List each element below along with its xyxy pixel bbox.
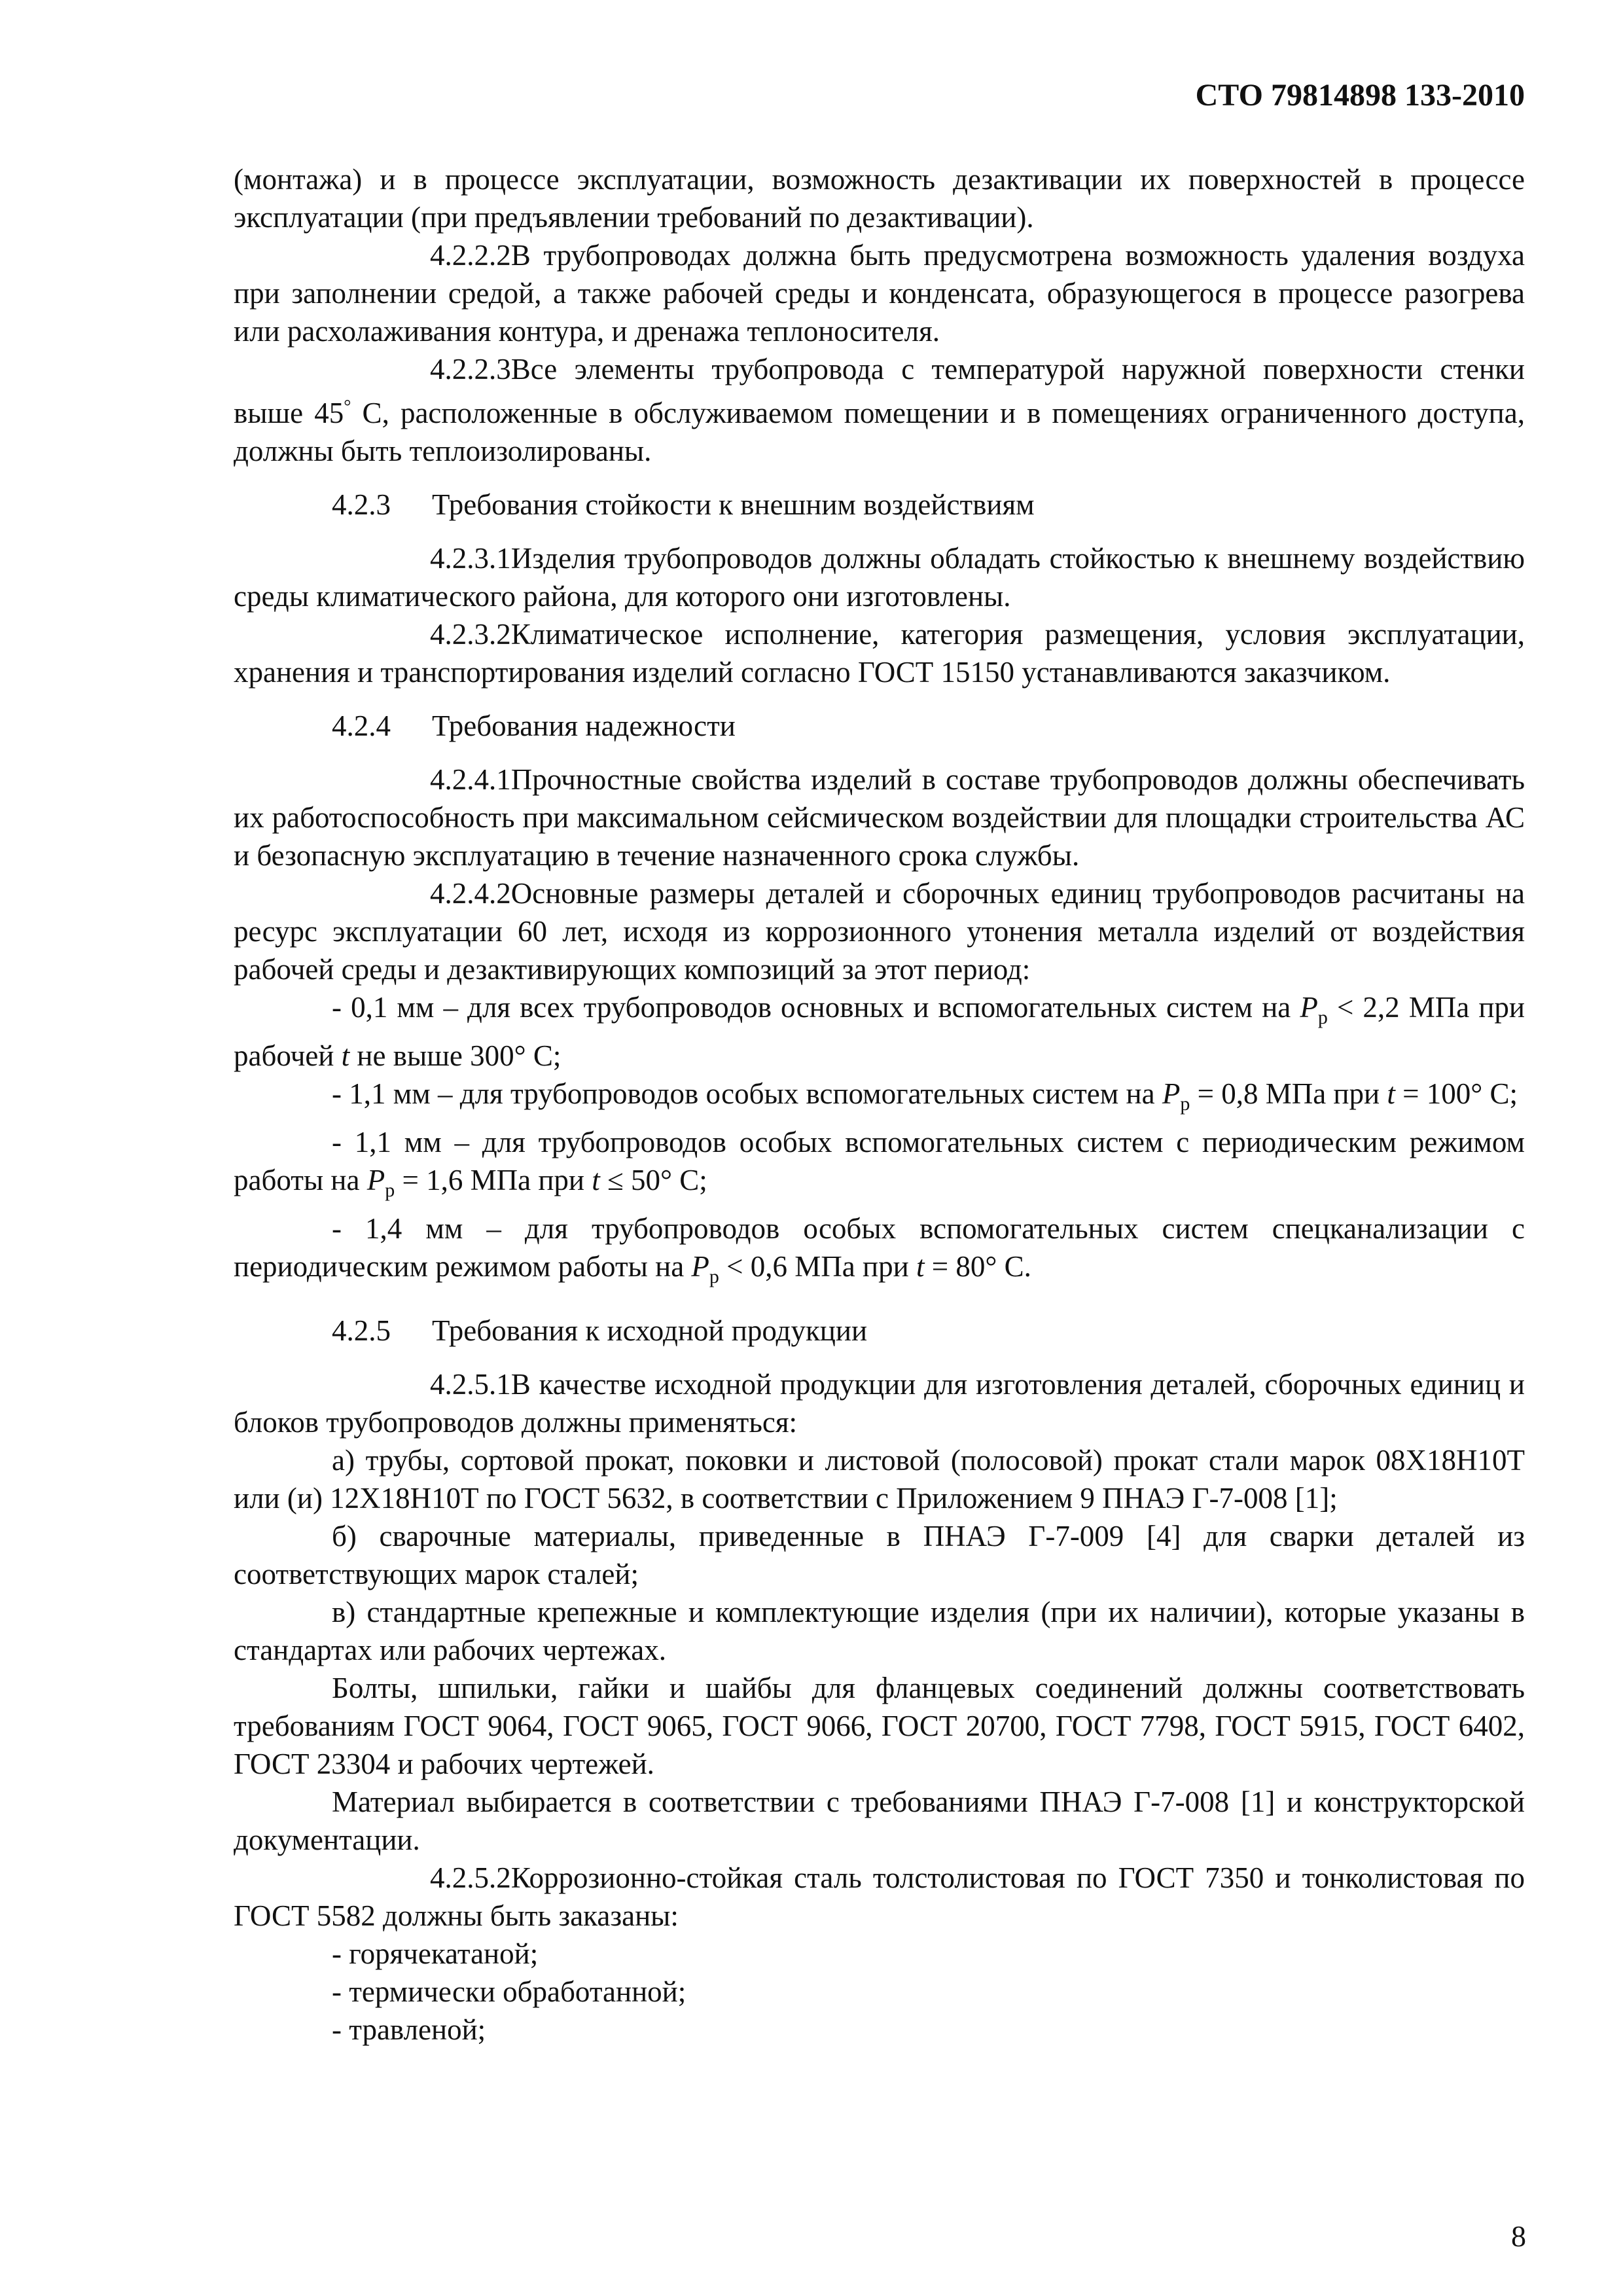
clause-number: 4.2.4.2 <box>430 877 511 910</box>
pressure-symbol: P <box>1300 991 1318 1024</box>
temperature-symbol: t <box>341 1039 350 1072</box>
clause-text-cont: С, расположенные в обслуживаемом помещении и в помещениях ограниченного доступа, должны быть теплоизолированы. <box>234 397 1525 467</box>
degree-sign: ° <box>344 397 351 417</box>
section-heading-4-2-3 <box>332 486 1525 524</box>
pressure-subscript: р <box>1180 1093 1190 1115</box>
clause-4-2-2-3 <box>234 350 1525 470</box>
list-item-thinning-2: - 1,1 мм – для трубопроводов особых вспомогательных систем на $P_р = 0,8$ МПа при t = 100° С; <box>332 1077 1518 1115</box>
clause-text: Коррозионно-стойкая сталь толстолистовая по ГОСТ 7350 и тонколистовая по ГОСТ 5582 должны быть заказаны: <box>234 1861 1525 1932</box>
clause-4-2-3-1 <box>234 539 1525 615</box>
temperature-symbol: t <box>592 1164 600 1196</box>
clause-4-2-4-2 <box>234 874 1525 988</box>
dash-item-heat-treated: - термически обработанной; <box>332 1975 687 2008</box>
list-item-a: а) трубы, сортовой прокат, поковки и листовой (полосовой) прокат стали марок 08Х18Н10Т или (и) 12Х18Н10Т по ГОСТ 5632, в соответствии с Приложением 9 ПНАЭ Г-7-008 [1]; <box>234 1444 1525 1515</box>
clause-number: 4.2.4.1 <box>430 763 511 796</box>
clause-text: Основные размеры деталей и сборочных единиц трубопроводов расчитаны на ресурс эксплуатации 60 лет, исходя из коррозионного утонения металла изделий от воздействия рабочей среды и дезактивирующих композиций за этот период: <box>234 877 1525 986</box>
paragraph-continuation: (монтажа) и в процессе эксплуатации, возможность дезактивации их поверхностей в процессе эксплуатации (при предъявлении требований по дезактивации). <box>234 163 1525 234</box>
page-number: 8 <box>1511 2219 1526 2253</box>
pressure-symbol: P <box>1162 1077 1181 1110</box>
clause-4-2-3-2 <box>234 615 1525 691</box>
list-item-c: в) стандартные крепежные и комплектующие изделия (при их наличии), которые указаны в стандартах или рабочих чертежах. <box>234 1596 1525 1666</box>
clause-text: В качестве исходной продукции для изготовления деталей, сборочных единиц и блоков трубопроводов должны применяться: <box>234 1368 1525 1439</box>
clause-number: 4.2.2.3 <box>430 353 511 386</box>
clause-4-2-2-2 <box>234 236 1525 350</box>
clause-number: 4.2.2.2 <box>430 239 511 272</box>
clause-number: 4.2.3.2 <box>430 618 511 651</box>
paragraph-material: Материал выбирается в соответствии с требованиями ПНАЭ Г-7-008 [1] и конструкторской документации. <box>234 1785 1525 1856</box>
section-title: Требования стойкости к внешним воздействиям <box>432 488 1035 521</box>
pressure-symbol: P <box>366 1164 385 1196</box>
clause-number: 4.2.3.1 <box>430 542 511 575</box>
section-number: 4.2.3 <box>332 488 391 521</box>
section-number: 4.2.5 <box>332 1314 391 1347</box>
page-body <box>234 160 1525 2049</box>
list-item-b: б) сварочные материалы, приведенные в ПНАЭ Г-7-009 [4] для сварки деталей из соответствующих марок сталей; <box>234 1520 1525 1590</box>
clause-4-2-5-1 <box>234 1365 1525 1441</box>
clause-text: Изделия трубопроводов должны обладать стойкостью к внешнему воздействию среды климатического района, для которого они изготовлены. <box>234 542 1525 613</box>
clause-number: 4.2.5.1 <box>430 1368 511 1401</box>
section-title: Требования к исходной продукции <box>432 1314 868 1347</box>
temperature-symbol: t <box>1387 1077 1395 1110</box>
pressure-subscript: р <box>385 1179 395 1201</box>
pressure-subscript: р <box>1317 1007 1328 1028</box>
dash-item-pickled: - травленой; <box>332 2013 486 2046</box>
paragraph-fasteners: Болты, шпильки, гайки и шайбы для фланцевых соединений должны соответствовать требованиям ГОСТ 9064, ГОСТ 9065, ГОСТ 9066, ГОСТ 20700, ГОСТ 7798, ГОСТ 5915, ГОСТ 6402, ГОСТ 23304 и рабочих чертежей. <box>234 1672 1525 1780</box>
temperature-symbol: t <box>916 1250 925 1283</box>
clause-4-2-4-1 <box>234 761 1525 874</box>
clause-4-2-5-2 <box>234 1859 1525 1935</box>
list-item-thinning-4: - 1,4 мм – для трубопроводов особых вспомогательных систем спецканализации с периодическим режимом работы на $P_р < 0,6$ МПа при t = 80° С. <box>234 1212 1525 1287</box>
clause-text: Климатическое исполнение, категория размещения, условия эксплуатации, хранения и транспортирования изделий согласно ГОСТ 15150 устанавливаются заказчиком. <box>234 618 1525 689</box>
section-heading-4-2-4 <box>332 707 1525 745</box>
clause-text: В трубопроводах должна быть предусмотрена возможность удаления воздуха при заполнении средой, а также рабочей среды и конденсата, образующегося в процессе разогрева или расхолаживания контура, и дренажа теплоносителя. <box>234 239 1525 348</box>
dash-item-hot-rolled: - горячекатаной; <box>332 1937 539 1970</box>
document-code: СТО 79814898 133-2010 <box>1195 78 1525 113</box>
section-heading-4-2-5 <box>332 1312 1525 1350</box>
section-number: 4.2.4 <box>332 709 391 742</box>
list-item-thinning-3: - 1,1 мм – для трубопроводов особых вспомогательных систем с периодическим режимом работы на $P_р = 1,6$ МПа при t ≤ 50° С; <box>234 1126 1525 1201</box>
section-title: Требования надежности <box>432 709 736 742</box>
clause-text: Прочностные свойства изделий в составе трубопроводов должны обеспечивать их работоспособность при максимальном сейсмическом воздействии для площадки строительства АС и безопасную эксплуатацию в течение назначенного срока службы. <box>234 763 1525 872</box>
clause-text: Все элементы трубопровода с температурой наружной поверхности стенки выше 45 <box>234 353 1525 429</box>
clause-number: 4.2.5.2 <box>430 1861 511 1894</box>
list-item-thinning-1: - 0,1 мм – для всех трубопроводов основных и вспомогательных систем на $P_р < 2,2$ МПа при рабочей t не выше 300° С; <box>234 991 1525 1072</box>
pressure-subscript: р <box>709 1266 719 1287</box>
pressure-symbol: P <box>691 1250 709 1283</box>
